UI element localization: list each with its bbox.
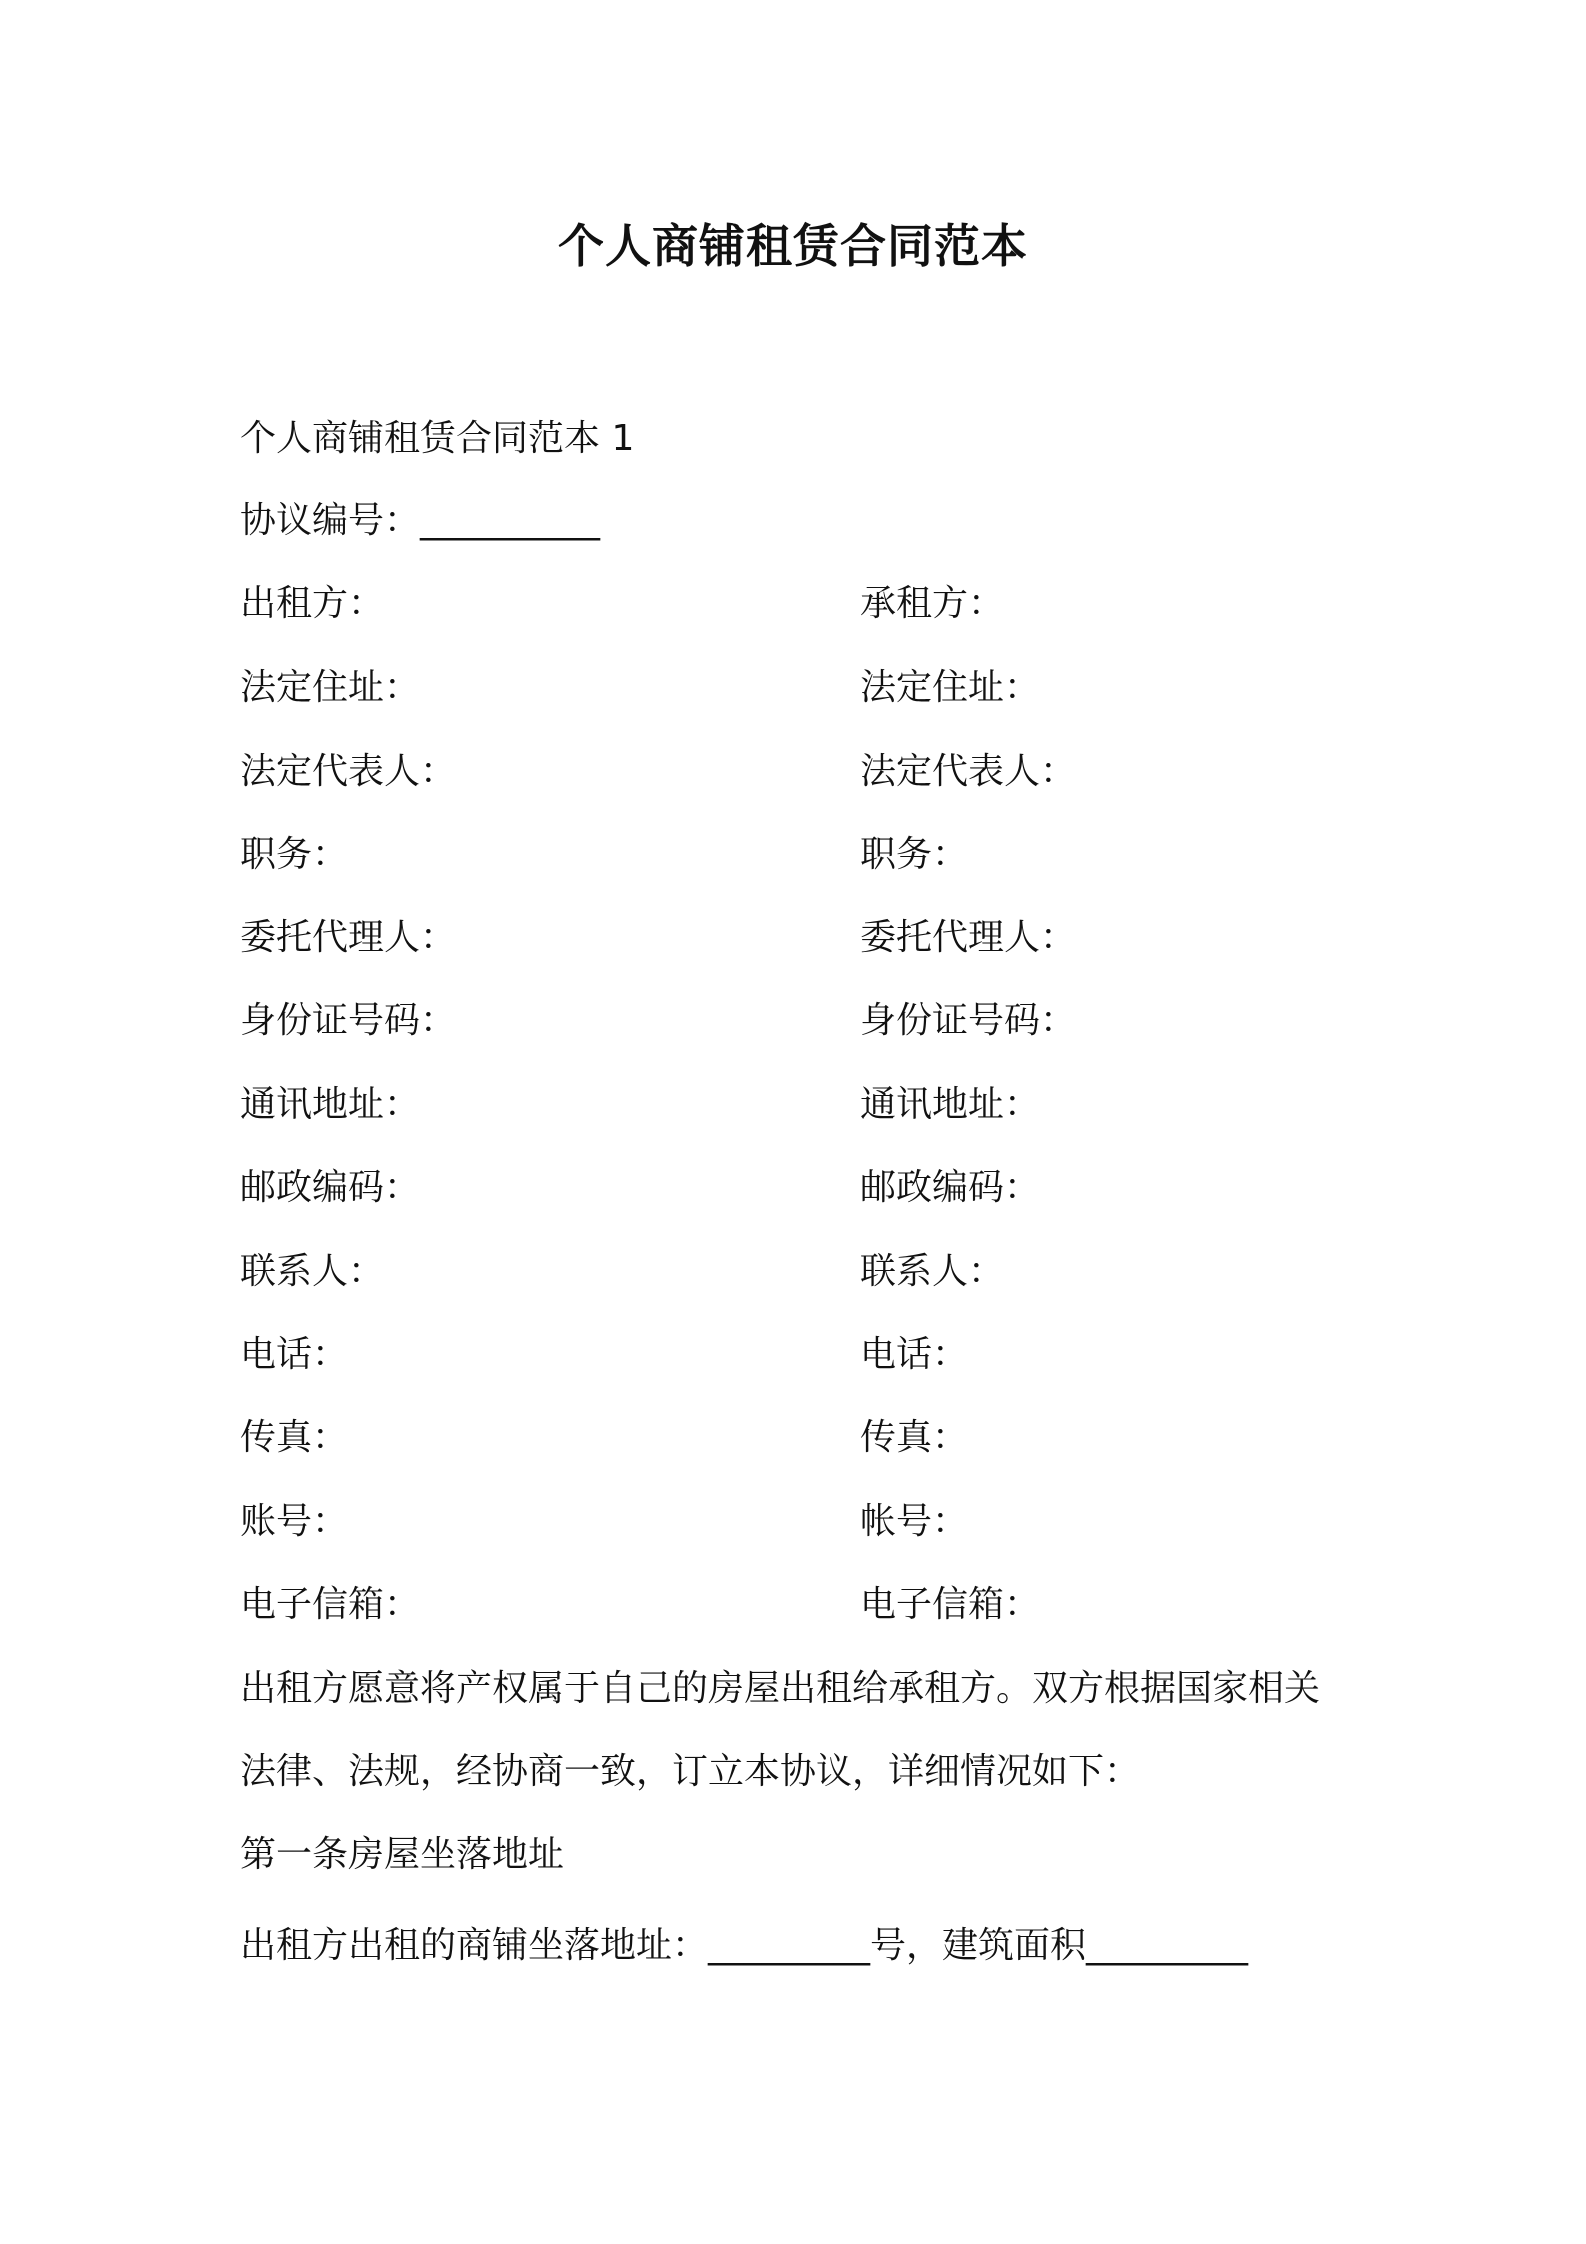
lessee-postcode-label: 邮政编码：: [860, 1167, 1041, 1208]
lessor-postcode-label: 邮政编码：: [240, 1167, 421, 1208]
intro-paragraph-line-2: 法律、法规，经协商一致，订立本协议，详细情况如下：: [240, 1751, 1141, 1792]
lessor-agent-label: 委托代理人：: [240, 917, 457, 958]
lessor-account-label: 账号：: [240, 1501, 349, 1542]
lessor-id-label: 身份证号码：: [240, 1000, 457, 1041]
lessor-phone-label: 电话：: [240, 1334, 349, 1375]
lessor-fax-label: 传真：: [240, 1417, 349, 1458]
lessee-mail-address-label: 通讯地址：: [860, 1084, 1041, 1125]
lessee-email-label: 电子信箱：: [860, 1584, 1041, 1625]
lessor-position-label: 职务：: [240, 834, 349, 875]
article-1-heading: 第一条房屋坐落地址: [240, 1834, 565, 1875]
lessor-legal-rep-label: 法定代表人：: [240, 751, 457, 792]
lessee-legal-rep-label: 法定代表人：: [860, 751, 1077, 792]
lessee-agent-label: 委托代理人：: [860, 917, 1077, 958]
section-heading: 个人商铺租赁合同范本 1: [240, 418, 635, 459]
lessee-address-label: 法定住址：: [860, 667, 1041, 708]
lessee-account-label: 帐号：: [860, 1501, 969, 1542]
lessee-label: 承租方：: [860, 583, 1005, 624]
lessor-mail-address-label: 通讯地址：: [240, 1084, 421, 1125]
intro-paragraph-line-1: 出租方愿意将产权属于自己的房屋出租给承租方。双方根据国家相关: [240, 1668, 1321, 1709]
lessee-position-label: 职务：: [860, 834, 969, 875]
lessee-contact-label: 联系人：: [860, 1251, 1005, 1292]
lessee-id-label: 身份证号码：: [860, 1000, 1077, 1041]
document-title: 个人商铺租赁合同范本: [558, 219, 1028, 273]
lessor-email-label: 电子信箱：: [240, 1584, 421, 1625]
lessor-contact-label: 联系人：: [240, 1251, 385, 1292]
lessor-address-label: 法定住址：: [240, 667, 421, 708]
article-1-text: 出租方出租的商铺坐落地址：_________号，建筑面积_________: [240, 1925, 1249, 1966]
lessee-fax-label: 传真：: [860, 1417, 969, 1458]
lessor-label: 出租方：: [240, 583, 385, 624]
agreement-number: 协议编号：__________: [240, 500, 601, 541]
lessee-phone-label: 电话：: [860, 1334, 969, 1375]
